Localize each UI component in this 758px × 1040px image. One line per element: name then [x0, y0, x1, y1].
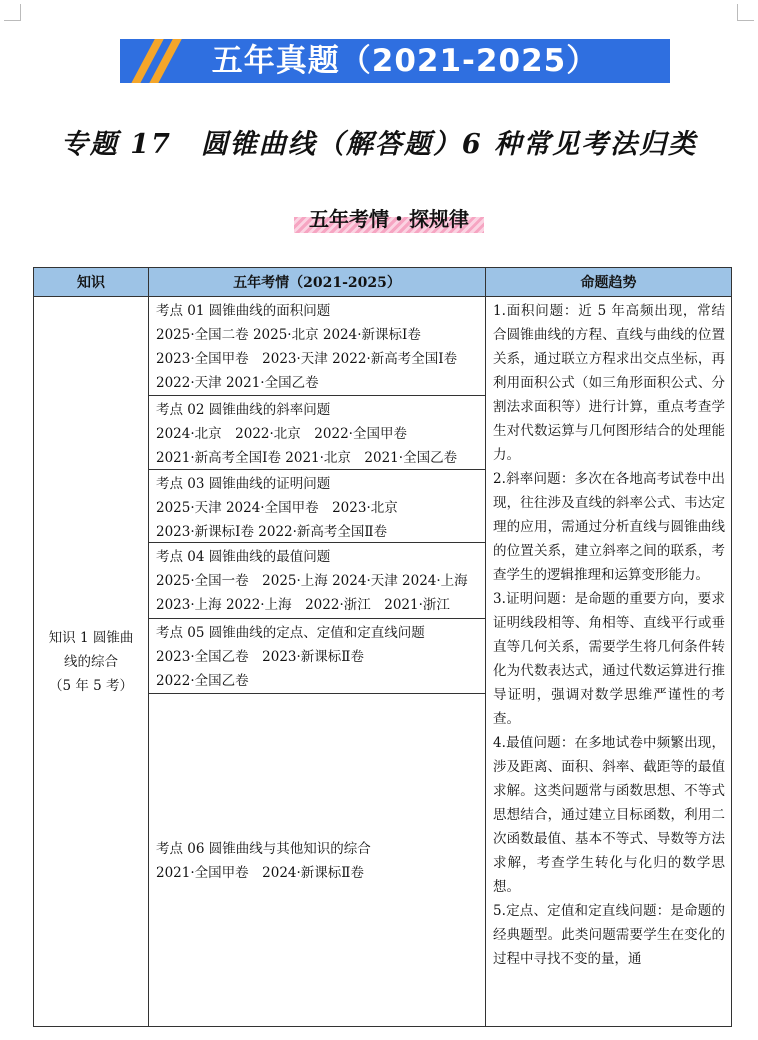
- crop-mark-top-left: [4, 4, 21, 21]
- knowledge-line: 知识 1 圆锥曲: [48, 629, 134, 646]
- exam-point-line: 2021·全国甲卷 2024·新课标Ⅱ卷: [156, 865, 364, 881]
- exam-point-line: 2025·全国二卷 2025·北京 2024·新课标Ⅰ卷: [156, 327, 421, 343]
- exam-point-02: [149, 396, 485, 470]
- exam-point-line: 2025·天津 2024·全国甲卷 2023·北京: [156, 500, 398, 516]
- exam-point-line: 2023·全国乙卷 2023·新课标Ⅱ卷: [156, 649, 364, 665]
- exam-point-line: 2022·全国乙卷: [156, 673, 249, 689]
- header-exams: 五年考情（2021-2025）: [149, 268, 486, 297]
- exam-point-line: 2023·新课标Ⅰ卷 2022·新高考全国Ⅱ卷: [156, 524, 388, 540]
- exam-point-line: 2024·北京 2022·北京 2022·全国甲卷: [156, 426, 407, 442]
- trend-paragraph: 3.证明问题：是命题的重要方向，要求证明线段相等、角相等、直线平行或垂直等几何关系，需要学生将几何条件转化为代数表达式，通过代数运算进行推导证明，强调对数学思维严谨性的考查。: [493, 591, 725, 727]
- exam-point-line: 2025·全国一卷 2025·上海 2024·天津 2024·上海: [156, 573, 468, 589]
- exam-point-06: [149, 694, 485, 1026]
- banner-title: 五年真题（2021-2025）: [211, 43, 599, 79]
- title-banner: [120, 39, 670, 83]
- exam-point-line: 2021·新高考全国Ⅰ卷 2021·北京 2021·全国乙卷: [156, 450, 458, 466]
- exam-point-title: 考点 04 圆锥曲线的最值问题: [156, 549, 331, 565]
- trend-paragraph: 2.斜率问题：多次在各地高考试卷中出现，往往涉及直线的斜率公式、韦达定理的应用，需通过分析直线与圆锥曲线的位置关系，建立斜率之间的联系，考查学生的逻辑推理和运算变形能力。: [493, 471, 725, 583]
- exam-point-title: 考点 03 圆锥曲线的证明问题: [156, 476, 331, 492]
- exam-point-line: 2023·全国甲卷 2023·天津 2022·新高考全国Ⅰ卷: [156, 351, 458, 367]
- header-knowledge: 知识: [34, 268, 149, 297]
- exams-cell: [149, 297, 486, 1027]
- exam-point-05: [149, 619, 485, 694]
- knowledge-line: 线的综合: [64, 653, 118, 670]
- crop-mark-top-right: [737, 4, 754, 21]
- trend-paragraph: 5.定点、定值和定直线问题：是命题的经典题型。此类问题需要学生在变化的过程中寻找不变的量，通: [493, 903, 725, 967]
- exam-point-01: [149, 297, 485, 396]
- exam-point-line: 2023·上海 2022·上海 2022·浙江 2021·浙江: [156, 597, 450, 613]
- knowledge-line: （5 年 5 考）: [48, 677, 134, 694]
- exam-table: [33, 267, 732, 1027]
- section-heading: [294, 203, 484, 231]
- trend-cell: [486, 297, 732, 1027]
- exam-point-04: [149, 543, 485, 619]
- exam-point-title: 考点 05 圆锥曲线的定点、定值和定直线问题: [156, 625, 425, 641]
- exam-point-line: 2022·天津 2021·全国乙卷: [156, 375, 319, 391]
- trend-paragraph: 4.最值问题：在多地试卷中频繁出现，涉及距离、面积、斜率、截距等的最值求解。这类问题常与函数思想、不等式思想结合，通过建立目标函数，利用二次函数最值、基本不等式、导数等方法求解，考查学生转化与化归的数学思想。: [493, 735, 725, 895]
- trend-paragraph: 1.面积问题：近 5 年高频出现，常结合圆锥曲线的方程、直线与曲线的位置关系，通过联立方程求出交点坐标，再利用面积公式（如三角形面积公式、分割法求面积等）进行计算，重点考查学生对代数运算与几何图形结合的处理能力。: [493, 303, 725, 463]
- topic-title: 专题 17 圆锥曲线（解答题）6 种常见考法归类: [60, 129, 698, 160]
- exam-point-03: [149, 470, 485, 543]
- section-heading-text: 五年考情・探规律: [309, 207, 469, 231]
- exam-point-title: 考点 02 圆锥曲线的斜率问题: [156, 402, 331, 418]
- exam-point-title: 考点 01 圆锥曲线的面积问题: [156, 303, 331, 319]
- knowledge-cell: [34, 297, 149, 1027]
- header-trend: 命题趋势: [486, 268, 732, 297]
- exam-point-title: 考点 06 圆锥曲线与其他知识的综合: [156, 841, 371, 857]
